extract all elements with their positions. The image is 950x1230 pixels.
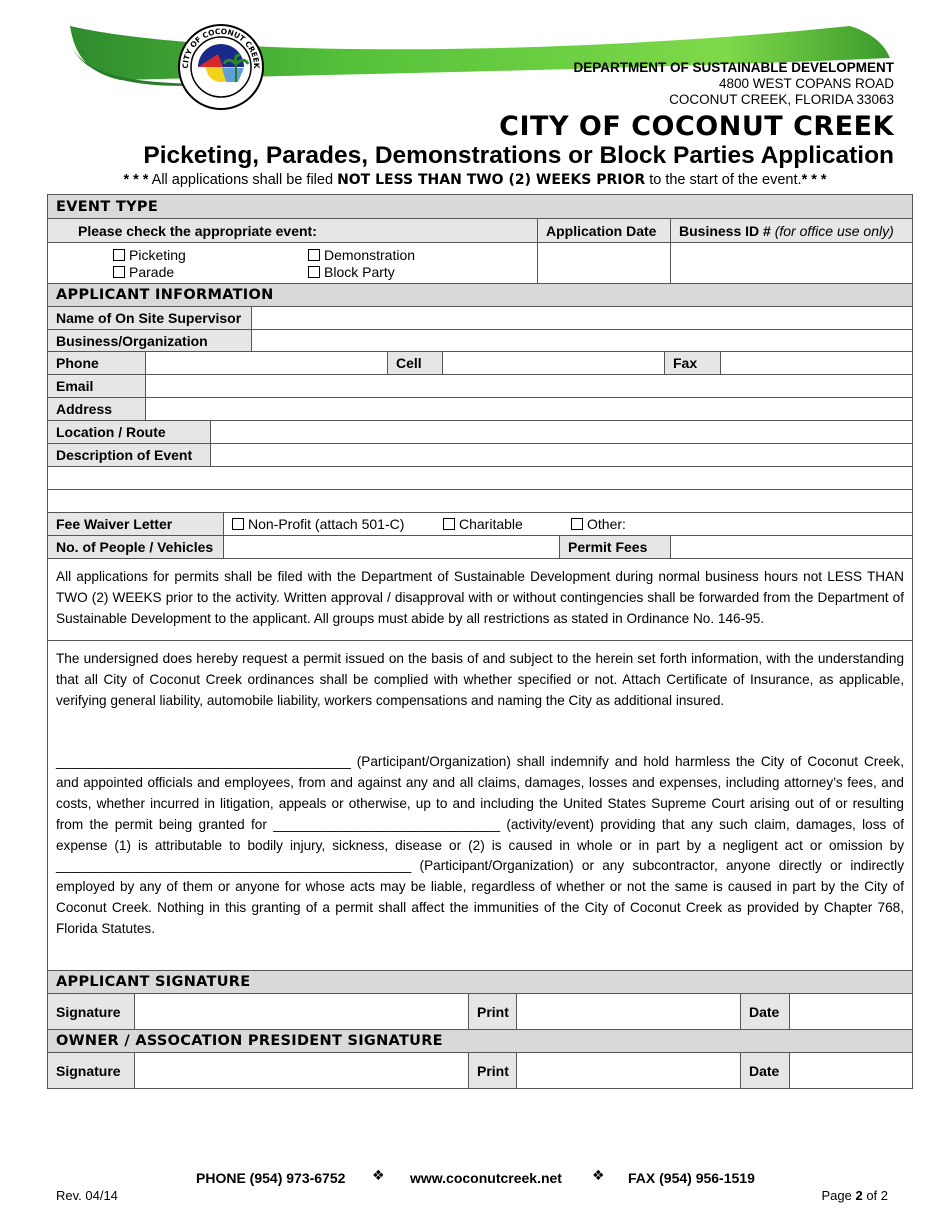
business-label: Business/Organization — [48, 330, 251, 351]
cell-label: Cell — [387, 352, 442, 374]
option-demonstration[interactable] — [308, 247, 415, 264]
department-name: DEPARTMENT OF SUSTAINABLE DEVELOPMENT — [573, 60, 894, 75]
location-label: Location / Route — [48, 421, 210, 443]
notice-stars-left: * * * — [123, 172, 149, 188]
checkbox-demonstration[interactable] — [308, 249, 320, 261]
fax-label: Fax — [664, 352, 720, 374]
description-line-3[interactable] — [48, 490, 912, 512]
option-picketing[interactable] — [113, 247, 186, 264]
application-form — [47, 194, 913, 1089]
revision-label: Rev. 04/14 — [56, 1188, 118, 1203]
supervisor-label: Name of On Site Supervisor — [48, 307, 251, 329]
application-date-field[interactable] — [537, 243, 670, 283]
checkbox-nonprofit[interactable] — [232, 518, 244, 530]
supervisor-field[interactable] — [251, 307, 912, 329]
fee-charitable-label: Charitable — [459, 516, 523, 532]
footer-fax: FAX (954) 956-1519 — [628, 1170, 755, 1186]
option-picketing-label: Picketing — [129, 247, 186, 263]
diamond-bullet-icon: ❖ — [592, 1168, 605, 1184]
footer-website[interactable]: www.coconutcreek.net — [410, 1170, 562, 1186]
fee-waiver-label: Fee Waiver Letter — [48, 513, 223, 535]
checkbox-block-party[interactable] — [308, 266, 320, 278]
phone-field[interactable] — [145, 352, 387, 374]
owner-date-label: Date — [740, 1053, 789, 1088]
filing-paragraph: All applications for permits shall be filed with the Department of Sustainable Development during normal business hours not LESS THAN TWO (2) WEEKS prior to the activity. Written approval / disapproval with or without contingencies shall be forwarded from the Department of Sustainable Development to the applicant. All groups must abide by all restrictions as stated in Ordinance No. 146-95. — [56, 569, 904, 626]
application-title: Picketing, Parades, Demonstrations or Block Parties Application — [143, 142, 894, 169]
diamond-bullet-icon: ❖ — [372, 1168, 385, 1184]
application-date-label: Application Date — [537, 219, 670, 242]
description-label: Description of Event — [48, 444, 210, 466]
people-label: No. of People / Vehicles — [48, 536, 223, 558]
request-paragraph: The undersigned does hereby request a permit issued on the basis of and subject to the herein set forth information, with the understanding that all City of Coconut Creek ordinances shall be complied with whether specified or not. Attach Certificate of Insurance, as applicable, verifying general liability, automobile liability, workers compensations and naming the City as additional insured. — [56, 651, 904, 708]
applicant-date-field[interactable] — [789, 994, 912, 1029]
description-field[interactable] — [210, 444, 912, 466]
address-line-1: 4800 WEST COPANS ROAD — [718, 76, 894, 91]
business-id-note: (for office use only) — [774, 222, 894, 239]
fax-field[interactable] — [720, 352, 912, 374]
indemnify-paragraph: _______________________________________ (Participant/Organization) shall indemnify and hold harmless the City of Coconut Creek, and appointed officials and employees, from and against any and all claims, damages, losses and expenses, including attorney’s fees, and costs, whether incurred in litigation, appeals or otherwise, up to and including the United States Supreme Court arising out of or resulting from the permit being granted for ______________________________ (activity/event) providing that any such claim, damages, loss of expense (1) is attributable to bodily injury, sickness, disease or (2) is caused in whole or in part by a negligent act or omission by _______________________________________________ (Participant/Organization) or any subcontractor, anyone directly or indirectly employed by any of them or anyone for whose acts may be liable, regardless of whether or not the same is caused in part by the City of Coconut Creek. Nothing in this granting of a permit shall affect the immunities of the City of Coconut Creek as provided by Chapter 768, Florida Statutes. — [56, 754, 904, 936]
fee-nonprofit[interactable] — [232, 516, 404, 532]
applicant-print-field[interactable] — [516, 994, 740, 1029]
option-parade[interactable] — [113, 264, 186, 281]
filing-notice — [0, 172, 950, 188]
address-label: Address — [48, 398, 145, 420]
business-field[interactable] — [251, 330, 912, 351]
event-options — [48, 243, 537, 283]
applicant-date-label: Date — [740, 994, 789, 1029]
checkbox-charitable[interactable] — [443, 518, 455, 530]
option-demonstration-label: Demonstration — [324, 247, 416, 263]
logo-arc-text: CITY OF COCONUT CREEK — [180, 26, 262, 69]
option-block-party[interactable] — [308, 264, 415, 281]
department-block — [573, 60, 894, 108]
permit-fees-label: Permit Fees — [559, 536, 670, 558]
business-id-field[interactable] — [670, 243, 912, 283]
owner-date-field[interactable] — [789, 1053, 912, 1088]
section-owner-signature: OWNER / ASSOCATION PRESIDENT SIGNATURE — [48, 1030, 912, 1052]
applicant-signature-label: Signature — [48, 994, 134, 1029]
owner-signature-label: Signature — [48, 1053, 134, 1088]
page-suffix: of 2 — [862, 1188, 888, 1203]
option-parade-label: Parade — [129, 264, 175, 280]
notice-text-bold: NOT LESS THAN TWO (2) WEEKS PRIOR — [337, 172, 646, 188]
checkbox-parade[interactable] — [113, 266, 125, 278]
page-number — [821, 1188, 888, 1203]
fee-nonprofit-label: Non-Profit (attach 501-C) — [248, 516, 405, 532]
cell-field[interactable] — [442, 352, 664, 374]
fee-waiver-options — [223, 513, 912, 535]
owner-print-field[interactable] — [516, 1053, 740, 1088]
phone-label: Phone — [48, 352, 145, 374]
owner-print-label: Print — [468, 1053, 516, 1088]
applicant-signature-field[interactable] — [134, 994, 468, 1029]
notice-stars-right: * * * — [801, 172, 827, 188]
people-field[interactable] — [223, 536, 559, 558]
location-field[interactable] — [210, 421, 912, 443]
section-applicant-signature: APPLICANT SIGNATURE — [48, 971, 912, 993]
business-id-header — [670, 219, 912, 242]
owner-signature-field[interactable] — [134, 1053, 468, 1088]
footer-phone: PHONE (954) 973-6752 — [196, 1170, 346, 1186]
fee-other[interactable] — [571, 516, 626, 532]
check-event-label: Please check the appropriate event: — [78, 222, 317, 239]
page-current: 2 — [855, 1188, 863, 1203]
applicant-print-label: Print — [468, 994, 516, 1029]
section-applicant-information: APPLICANT INFORMATION — [48, 284, 912, 306]
business-id-label: Business ID # — [679, 222, 771, 239]
address-field[interactable] — [145, 398, 912, 420]
svg-text:CITY OF COCONUT CREEK — [181, 27, 261, 70]
option-block-party-label: Block Party — [324, 264, 395, 280]
checkbox-picketing[interactable] — [113, 249, 125, 261]
email-label: Email — [48, 375, 145, 397]
city-title: CITY OF COCONUT CREEK — [499, 111, 894, 142]
section-event-type: EVENT TYPE — [48, 195, 912, 218]
fee-other-label: Other: — [587, 516, 626, 532]
notice-text-post: to the start of the event. — [645, 172, 802, 188]
email-field[interactable] — [145, 375, 912, 397]
address-line-2: COCONUT CREEK, FLORIDA 33063 — [669, 92, 894, 107]
description-line-2[interactable] — [48, 467, 912, 489]
notice-text-pre: All applications shall be filed — [148, 172, 338, 188]
page-prefix: Page — [821, 1188, 856, 1203]
checkbox-other[interactable] — [571, 518, 583, 530]
logo-text — [178, 24, 264, 110]
permit-fees-field[interactable] — [670, 536, 912, 558]
fee-charitable[interactable] — [443, 516, 523, 532]
